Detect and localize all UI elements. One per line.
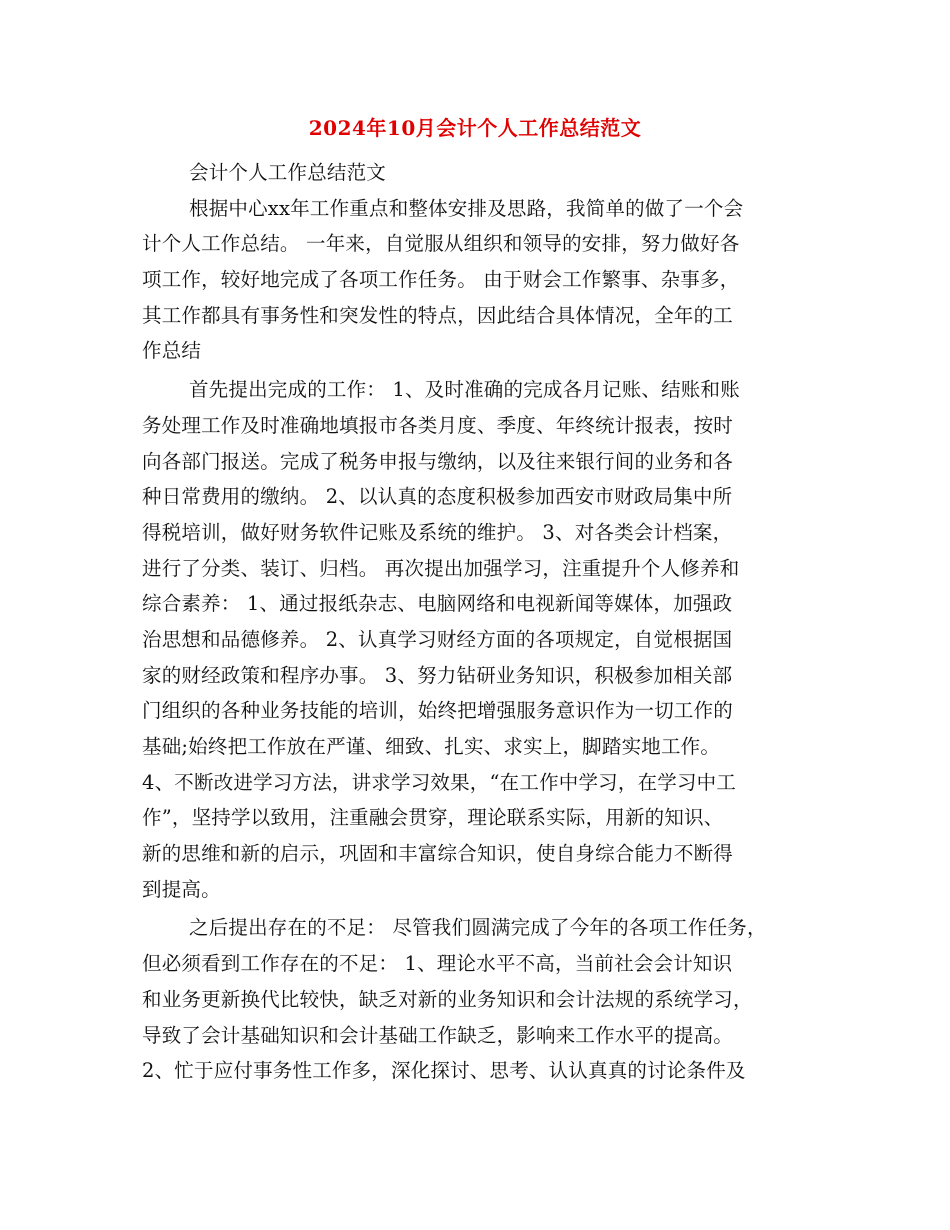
paragraph-line: 种日常费用的缴纳。 2、以认真的态度积极参加西安市财政局集中所 — [142, 485, 733, 509]
paragraph-line: 得税培训，做好财务软件记账及系统的维护。 3、对各类会计档案， — [142, 520, 733, 544]
paragraph-line: 基础;始终把工作放在严谨、细致、扎实、求实上，脚踏实地工作。 — [142, 735, 721, 758]
paragraph-line: 治思想和品德修养。 2、认真学习财经方面的各项规定，自觉根据国 — [142, 627, 733, 651]
paragraph-line: 新的思维和新的启示，巩固和丰富综合知识，使自身综合能力不断得 — [142, 842, 734, 866]
paragraph-line: 其工作都具有事务性和突发性的特点，因此结合具体情况，全年的工 — [142, 303, 734, 327]
paragraph-line: 综合素养： 1、通过报纸杂志、电脑网络和电视新闻等媒体，加强政 — [142, 592, 733, 616]
paragraph-line: 作”，坚持学以致用，注重融会贯穿，理论联系实际，用新的知识、 — [142, 806, 724, 830]
paragraph-line: 和业务更新换代比较快，缺乏对新的业务知识和会计法规的系统学习， — [142, 987, 753, 1011]
paragraph-line: 但必须看到工作存在的不足： 1、理论水平不高，当前社会会计知识 — [142, 952, 733, 976]
document-body — [142, 155, 814, 1089]
paragraph-line: 首先提出完成的工作： 1、及时准确的完成各月记账、结账和账 — [189, 378, 740, 402]
paragraph-line: 计个人工作总结。 一年来，自觉服从组织和领导的安排，努力做好各 — [142, 232, 740, 256]
paragraph-line: 进行了分类、装订、归档。 再次提出加强学习，注重提升个人修养和 — [142, 556, 740, 580]
subtitle-line: 会计个人工作总结范文 — [189, 161, 387, 184]
paragraph-line: 作总结 — [142, 339, 202, 363]
paragraph-line: 项工作，较好地完成了各项工作任务。 由于财会工作繁事、杂事多， — [142, 268, 740, 292]
paragraph-line: 之后提出存在的不足： 尽管我们圆满完成了今年的各项工作任务， — [189, 916, 767, 940]
paragraph-line: 4、不断改进学习方法，讲求学习效果，“在工作中学习，在学习中工 — [142, 770, 737, 794]
paragraph-line: 家的财经政策和程序办事。 3、努力钻研业务知识，积极参加相关部 — [142, 663, 733, 687]
paragraph-line: 到提高。 — [142, 877, 221, 901]
document-title: 2024年10月会计个人工作总结范文 — [308, 116, 642, 140]
paragraph-line: 向各部门报送。完成了税务申报与缴纳，以及往来银行间的业务和各 — [142, 449, 734, 473]
paragraph-line: 导致了会计基础知识和会计基础工作缺乏，影响来工作水平的提高。 — [142, 1023, 734, 1047]
paragraph-line: 2、忙于应付事务性工作多，深化探讨、思考、认认真真的讨论条件及 — [142, 1059, 746, 1083]
paragraph-line: 门组织的各种业务技能的培训，始终把增强服务意识作为一切工作的 — [142, 699, 734, 723]
paragraph-line: 务处理工作及时准确地填报市各类月度、季度、年终统计报表，按时 — [142, 413, 734, 437]
paragraph-line: 根据中心xx年工作重点和整体安排及思路，我简单的做了一个会 — [189, 196, 744, 220]
